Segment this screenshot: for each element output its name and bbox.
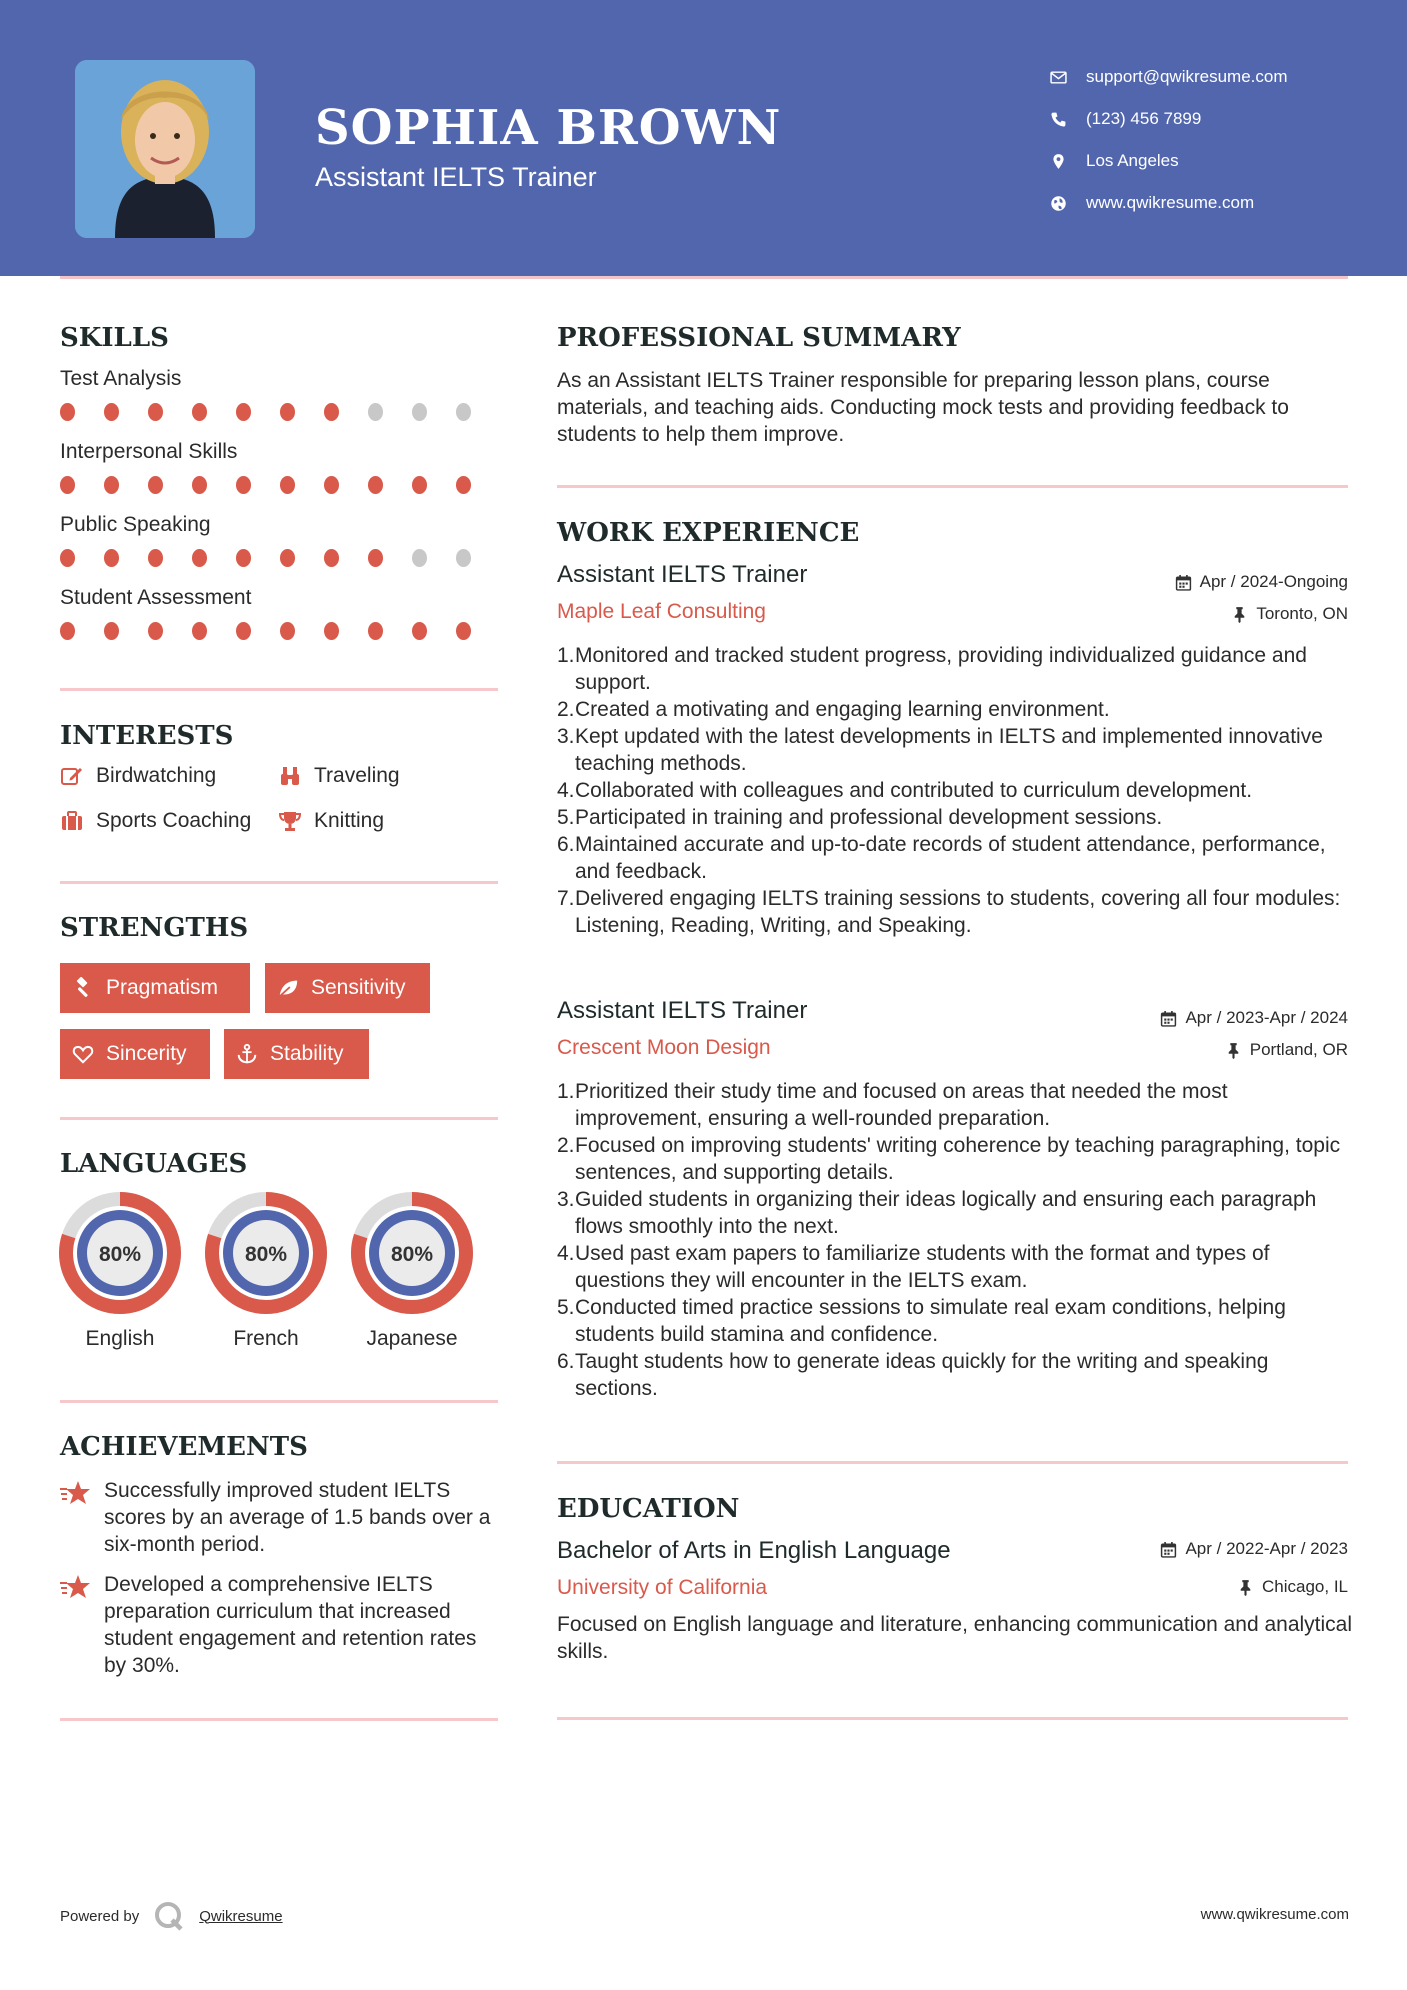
bullet-number: 4. <box>557 1242 575 1265</box>
skill-dot-filled <box>148 403 163 421</box>
skill-dot-filled <box>236 622 251 640</box>
skill-dot-filled <box>104 622 119 640</box>
strength-label: Sincerity <box>106 1042 187 1065</box>
skill-dot-filled <box>236 549 251 567</box>
qwikresume-logo-icon <box>153 1900 185 1932</box>
contact-website-text: www.qwikresume.com <box>1086 193 1255 212</box>
envelope-icon <box>1050 69 1086 86</box>
contact-location-text: Los Angeles <box>1086 151 1179 170</box>
bullet-text: Focused on improving students' writing coherence by teaching paragraphing, topic sentences, and supporting details. <box>575 1134 1341 1184</box>
skill-item <box>60 440 500 494</box>
contact-phone[interactable] <box>1050 98 1288 140</box>
skill-dot-filled <box>236 476 251 494</box>
job-title: Assistant IELTS Trainer <box>557 561 808 588</box>
calendar-icon <box>1160 1541 1177 1558</box>
skill-dot-filled <box>60 476 75 494</box>
bullet-text: Delivered engaging IELTS training sessions to students, covering all four modules: Listening, Reading, Writing, and Speaking. <box>575 887 1341 937</box>
job-location-text: Toronto, ON <box>1256 604 1348 623</box>
bullet-number: 2. <box>557 698 575 721</box>
language-ring <box>350 1191 474 1315</box>
skill-dot-empty <box>412 403 427 421</box>
bullet-number: 3. <box>557 1188 575 1211</box>
bullet-text: Taught students how to generate ideas quickly for the writing and speaking sections. <box>575 1350 1269 1400</box>
header-divider <box>60 276 1348 279</box>
job-dates <box>1175 572 1348 592</box>
job-location <box>1231 604 1348 624</box>
section-divider <box>60 881 498 884</box>
bullet-number: 1. <box>557 644 575 667</box>
skill-dot-filled <box>456 476 471 494</box>
skill-dot-filled <box>104 549 119 567</box>
skill-dot-filled <box>148 622 163 640</box>
strength-label: Sensitivity <box>311 976 406 999</box>
skill-dot-filled <box>324 622 339 640</box>
trophy-icon <box>278 809 302 833</box>
pushpin-icon <box>1237 1579 1254 1596</box>
bullet-number: 6. <box>557 1350 575 1373</box>
section-divider <box>60 1117 498 1120</box>
skill-name: Public Speaking <box>60 513 211 536</box>
skill-dot-filled <box>324 403 339 421</box>
language-item <box>58 1191 182 1351</box>
strength-chip <box>224 1029 369 1079</box>
skill-dot-filled <box>412 622 427 640</box>
bullet-text: Created a motivating and engaging learning environment. <box>575 698 1110 721</box>
leaf-icon <box>277 977 299 999</box>
contact-email-text: support@qwikresume.com <box>1086 67 1288 86</box>
strengths-heading: STRENGTHS <box>60 913 249 943</box>
achievement-text: Successfully improved student IELTS scores by an average of 1.5 bands over a six-month period. <box>104 1479 491 1556</box>
achievement-text: Developed a comprehensive IELTS preparation curriculum that increased student engagement and retention rates by 30%. <box>104 1573 477 1677</box>
pushpin-icon <box>1225 1042 1242 1059</box>
map-pin-icon <box>1050 153 1086 170</box>
language-name: French <box>233 1327 299 1350</box>
calendar-icon <box>1160 1010 1177 1027</box>
section-divider <box>60 1718 498 1721</box>
skills-heading: SKILLS <box>60 323 169 353</box>
job-bullet <box>557 804 1357 831</box>
contact-phone-text: (123) 456 7899 <box>1086 109 1202 128</box>
footer-url[interactable]: www.qwikresume.com <box>1200 1906 1349 1923</box>
education-description: Focused on English language and literature, enhancing communication and analytical skills. <box>557 1613 1353 1663</box>
job-dates-text: Apr / 2024-Ongoing <box>1199 572 1348 591</box>
bullet-number: 4. <box>557 779 575 802</box>
calendar-icon <box>1175 574 1192 591</box>
achievement-item <box>60 1477 500 1558</box>
powered-by-label: Powered by <box>60 1907 140 1925</box>
skill-dot-filled <box>324 476 339 494</box>
interest-item <box>60 764 216 788</box>
skill-name: Interpersonal Skills <box>60 440 238 463</box>
education-location-text: Chicago, IL <box>1262 1577 1348 1596</box>
interest-label: Knitting <box>314 809 385 832</box>
summary-heading: PROFESSIONAL SUMMARY <box>557 323 961 353</box>
section-divider <box>557 485 1348 488</box>
profile-photo <box>75 60 255 238</box>
interest-item <box>60 809 251 833</box>
skill-dot-filled <box>368 549 383 567</box>
skill-dot-filled <box>324 549 339 567</box>
job-bullets <box>557 642 1357 939</box>
footer-brand-link[interactable]: Qwikresume <box>199 1907 283 1925</box>
education-dates <box>1160 1539 1348 1559</box>
job-bullet <box>557 1294 1357 1348</box>
resume-header <box>0 0 1407 276</box>
skill-dot-filled <box>192 622 207 640</box>
skill-item <box>60 586 500 640</box>
bullet-number: 3. <box>557 725 575 748</box>
contact-email[interactable] <box>1050 56 1288 98</box>
achievement-item <box>60 1571 500 1679</box>
job-bullet <box>557 1078 1357 1132</box>
skill-dot-filled <box>368 622 383 640</box>
interest-label: Birdwatching <box>96 764 217 787</box>
skill-dot-filled <box>280 476 295 494</box>
skill-dot-filled <box>236 403 251 421</box>
skill-dot-filled <box>280 403 295 421</box>
language-ring <box>58 1191 182 1315</box>
job-bullet <box>557 1186 1357 1240</box>
education-degree: Bachelor of Arts in English Language <box>557 1537 951 1564</box>
strength-chip <box>60 1029 210 1079</box>
experience-heading: WORK EXPERIENCE <box>557 518 860 548</box>
skill-name: Student Assessment <box>60 586 252 609</box>
job-location-text: Portland, OR <box>1249 1040 1348 1059</box>
bullet-number: 1. <box>557 1080 575 1103</box>
bullet-text: Prioritized their study time and focused on areas that needed the most improvement, ensuring a well-rounded preparation. <box>575 1080 1228 1130</box>
heart-icon <box>72 1043 94 1065</box>
job-bullet <box>557 1132 1357 1186</box>
strength-chip <box>60 963 250 1013</box>
candidate-name: SOPHIA BROWN <box>315 100 782 156</box>
bullet-number: 5. <box>557 1296 575 1319</box>
skill-dot-filled <box>60 403 75 421</box>
strength-label: Stability <box>270 1042 344 1065</box>
skill-dot-empty <box>456 403 471 421</box>
candidate-title: Assistant IELTS Trainer <box>315 162 597 192</box>
contact-website[interactable] <box>1050 182 1288 224</box>
pushpin-icon <box>1231 606 1248 623</box>
skill-rating <box>60 622 500 640</box>
education-dates-text: Apr / 2022-Apr / 2023 <box>1185 1539 1348 1558</box>
skill-item <box>60 367 500 421</box>
binoculars-icon <box>278 764 302 788</box>
bullet-text: Conducted timed practice sessions to simulate real exam conditions, helping students build stamina and confidence. <box>575 1296 1286 1346</box>
language-percent: 80% <box>244 1243 288 1266</box>
skill-dot-filled <box>280 549 295 567</box>
profile-photo-image <box>75 60 255 238</box>
skill-dot-filled <box>412 476 427 494</box>
interest-label: Traveling <box>314 764 400 787</box>
gavel-icon <box>72 977 94 999</box>
job-bullet <box>557 723 1357 777</box>
globe-icon <box>1050 195 1086 212</box>
skill-dot-filled <box>192 476 207 494</box>
skill-dot-empty <box>412 549 427 567</box>
languages-heading: LANGUAGES <box>60 1149 248 1179</box>
job-bullet <box>557 885 1357 939</box>
bullet-text: Collaborated with colleagues and contributed to curriculum development. <box>575 779 1253 802</box>
job-bullet <box>557 1348 1357 1402</box>
interest-label: Sports Coaching <box>96 809 252 832</box>
skill-rating <box>60 403 500 421</box>
education-school: University of California <box>557 1576 768 1599</box>
contact-list <box>1050 56 1288 224</box>
section-divider <box>60 688 498 691</box>
job-location <box>1225 1040 1348 1060</box>
briefcase-icon <box>60 809 84 833</box>
skill-dot-filled <box>280 622 295 640</box>
skill-dot-filled <box>104 403 119 421</box>
job-bullet <box>557 642 1357 696</box>
interest-item <box>278 809 384 833</box>
bullet-text: Kept updated with the latest developments in IELTS and implemented innovative teaching methods. <box>575 725 1323 775</box>
skill-rating <box>60 549 500 567</box>
job-title: Assistant IELTS Trainer <box>557 997 808 1024</box>
interest-item <box>278 764 400 788</box>
bullet-text: Participated in training and professional development sessions. <box>575 806 1163 829</box>
job-dates <box>1160 1008 1348 1028</box>
language-percent: 80% <box>390 1243 434 1266</box>
bullet-text: Guided students in organizing their ideas logically and ensuring each paragraph flows smoothly into the next. <box>575 1188 1317 1238</box>
contact-location <box>1050 140 1288 182</box>
skill-dot-filled <box>456 622 471 640</box>
strength-label: Pragmatism <box>106 976 219 999</box>
skill-dot-filled <box>60 549 75 567</box>
star-icon <box>60 1479 92 1507</box>
job-dates-text: Apr / 2023-Apr / 2024 <box>1185 1008 1348 1027</box>
section-divider <box>60 1400 498 1403</box>
interests-heading: INTERESTS <box>60 721 234 751</box>
skill-dot-filled <box>192 549 207 567</box>
phone-icon <box>1050 111 1086 128</box>
bullet-number: 5. <box>557 806 575 829</box>
language-item <box>350 1191 474 1351</box>
job-bullets <box>557 1078 1357 1402</box>
achievements-heading: ACHIEVEMENTS <box>60 1432 308 1462</box>
section-divider <box>557 1717 1348 1720</box>
bullet-number: 7. <box>557 887 575 910</box>
bullet-text: Used past exam papers to familiarize students with the format and types of questions they will encounter in the IELTS exam. <box>575 1242 1270 1292</box>
skill-rating <box>60 476 500 494</box>
summary-text: As an Assistant IELTS Trainer responsible for preparing lesson plans, course materials, and teaching aids. Conducting mock tests and providing feedback to students to help them improve. <box>557 369 1289 446</box>
education-heading: EDUCATION <box>557 1494 740 1524</box>
job-bullet <box>557 831 1357 885</box>
anchor-icon <box>236 1043 258 1065</box>
pencil-square-icon <box>60 764 84 788</box>
job-bullet <box>557 1240 1357 1294</box>
education-location <box>1237 1577 1348 1597</box>
language-ring <box>204 1191 328 1315</box>
language-percent: 80% <box>98 1243 142 1266</box>
skill-dot-filled <box>148 549 163 567</box>
language-name: English <box>85 1327 155 1350</box>
skill-dot-filled <box>368 476 383 494</box>
skill-item <box>60 513 500 567</box>
bullet-number: 2. <box>557 1134 575 1157</box>
skill-dot-filled <box>148 476 163 494</box>
job-company: Crescent Moon Design <box>557 1036 771 1059</box>
job-bullet <box>557 777 1357 804</box>
skill-dot-empty <box>456 549 471 567</box>
skill-dot-filled <box>104 476 119 494</box>
job-company: Maple Leaf Consulting <box>557 600 766 623</box>
skill-dot-empty <box>368 403 383 421</box>
star-icon <box>60 1573 92 1601</box>
bullet-number: 6. <box>557 833 575 856</box>
job-bullet <box>557 696 1357 723</box>
section-divider <box>557 1461 1348 1464</box>
language-name: Japanese <box>366 1327 458 1350</box>
strength-chip <box>265 963 430 1013</box>
skill-dot-filled <box>192 403 207 421</box>
footer-powered-by <box>60 1900 283 1932</box>
skill-name: Test Analysis <box>60 367 182 390</box>
bullet-text: Maintained accurate and up-to-date records of student attendance, performance, and feedback. <box>575 833 1326 883</box>
bullet-text: Monitored and tracked student progress, providing individualized guidance and support. <box>575 644 1307 694</box>
language-item <box>204 1191 328 1351</box>
skill-dot-filled <box>60 622 75 640</box>
